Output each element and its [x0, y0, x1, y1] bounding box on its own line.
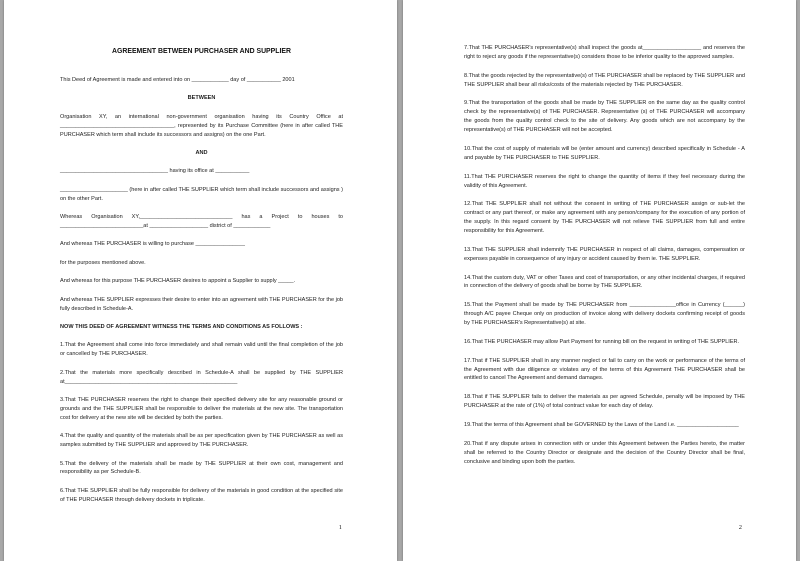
clause-7: 7.That THE PURCHASER's representative(s) shall inspect the goods at___________________ and reserves the right to reject any goods if the representative(s) considers those to be inferior quality to the approved samples. [464, 45, 745, 60]
clause-15: 15.That the Payment shall be made by THE PURCHASER from _______________office in Currency (______) through A/C payee Cheque only on production of invoice along with delivery dockets confirming receipt of goods by THE PURCHASER's Representative(s) at site. [464, 302, 745, 327]
clause-2: 2.That the materials more specifically described in Schedule-A shall be supplied by THE SUPPLIER at________________________________________________________ [60, 369, 343, 385]
clause-19: 19.That the terms of this Agreement shall be GOVERNED by the Laws of the Land i.e. ____________________ [464, 421, 739, 428]
page-2-content [464, 44, 745, 476]
clause-9: 9.That the transportation of the goods shall be made by THE SUPPLIER on the same day as the quality control check by the representative(s) of THE PURCHASER. Representative (s) of THE PURCHASER will accompany the goods from the quality control check to the site of delivery. Any goods which are not accompany by the representative(s) of THE PURCHASER will not be accepted. [464, 100, 745, 134]
page-number-1: 1 [338, 524, 342, 531]
clause-17: 17.That if THE SUPPLIER shall in any manner neglect or fail to carry on the work or performance of the terms of the Agreement with due diligence or violates any of the terms of this Agreement THE PURCHASER shall be entitled to cancel The Agreement and demand damages. [464, 357, 745, 382]
and-heading: AND [195, 150, 208, 157]
purchaser-party-paragraph: Organisation XY, an international non-government organisation having its Country Office at _____________________________________, represented by its Purchase Committee (here in after called THE PURCHASER which term shall include its successors and assigns) on the one Part. [60, 113, 343, 138]
supplier-party-paragraph: ______________________ (here in after called THE SUPPLIER which term shall include successors and assigns ) on the other Part. [60, 186, 343, 202]
clause-13: 13.That THE SUPPLIER shall indemnify THE PURCHASER in respect of all claims, damages, compensation or expenses payable in consequence of any injury or accident caused by them ie. THE SUPPLIER. [464, 246, 745, 262]
clause-11: 11.That THE PURCHASER reserves the right to change the quantity of items if they feel necessary during the validity of this Agreement. [464, 173, 745, 189]
clause-12: 12.That THE SUPPLIER shall not without the consent in writing of THE PURCHASER assign or sub-let the contract or any part thereof, or make any agreement with any person/company for the execution of any portion of the supply. In this regard consent by THE PURCHASER will not relieve THE SUPPLIER from full and entire responsibility for this Agreement. [464, 201, 745, 235]
document-page-1 [4, 0, 397, 561]
clause-8: 8.That the goods rejected by the representative(s) of THE PURCHASER shall be replaced by THE SUPPLIER and THE SUPPLIER shall bear all risks/costs of the materials rejected by THE PURCHASER. [464, 72, 745, 88]
supplier-desire-paragraph: And whereas THE SUPPLIER expresses their desire to enter into an agreement with THE PURCHASER for the job fully described in Schedule-A. [60, 296, 343, 312]
clause-3: 3.That THE PURCHASER reserves the right to change their specified delivery site for any reasonable ground or grounds and the THE SUPPLIER shall be responsible to deliver the materials at the new site. The transportation cost for delivery at the new site will be decided by both the parties. [60, 397, 343, 421]
clause-6: 6.That THE SUPPLIER shall be fully responsible for delivery of the materials in good condition at the specified site of THE PURCHASER through delivery dockets in triplicate. [60, 487, 343, 503]
document-page-2 [403, 0, 796, 561]
clause-14: 14.That the custom duty, VAT or other Taxes and cost of transportation, or any other incidental charges, if required in connection of the delivery of goods shall be borne by THE SUPPLIER. [464, 274, 745, 290]
clause-4: 4.That the quality and quantity of the materials shall be as per specification given by THE PURCHASER as well as samples submitted by THE SUPPLIER and approved by THE PURCHASER. [60, 433, 343, 449]
agreement-title: AGREEMENT BETWEEN PURCHASER AND SUPPLIER [112, 48, 291, 55]
agreement-date-line: This Deed of Agreement is made and entered into on ____________ day of ___________ 2001 [60, 77, 295, 83]
purposes-line: for the purposes mentioned above. [60, 259, 146, 266]
clause-18: 18.That if THE SUPPLIER fails to deliver the materials as per agreed Schedule, penalty will be imposed by THE PURCHASER at the rate of (1%) of total contract value for each day of delay. [464, 394, 745, 410]
between-heading: BETWEEN [187, 95, 216, 102]
supplier-office-line: ___________________________________ having its office at ___________ [60, 168, 250, 175]
purchase-whereas-line: And whereas THE PURCHASER is willing to purchase ________________ [60, 241, 245, 248]
page-number-2: 2 [738, 524, 742, 531]
clause-10: 10.That the cost of supply of materials will be (enter amount and currency) described specifically in Schedule - A and payable by THE PURCHASER to THE SUPPLIER. [464, 145, 745, 161]
clause-1: 1.That the Agreement shall come into force immediately and shall remain valid until the final completion of the job or cancelled by THE PURCHASER. [60, 342, 343, 358]
project-whereas-paragraph: Whereas Organisation XY,______________________________ has a Project to houses to ___________________________at ___________________ district of ____________ [60, 214, 343, 230]
clause-16: 16.That THE PURCHASER may allow Part Payment for running bill on the request in writing of THE SUPPLIER. [464, 338, 740, 345]
terms-heading: NOW THIS DEED OF AGREEMENT WITNESS THE TERMS AND CONDITIONS AS FOLLOWS : [60, 324, 303, 330]
clause-5: 5.That the delivery of the materials shall be made by THE SUPPLIER at their own cost, management and responsibility as per Schedule-B. [60, 460, 343, 476]
clause-20: 20.That if any dispute arises in connection with or under this Agreement between the Parties hereto, the matter shall be referred to the Country Director or designate and the decision of the Country Director shall be final, conclusive and binding upon both the parties. [464, 440, 745, 465]
page-1-content [60, 48, 343, 514]
appoint-supplier-line: And whereas for this purpose THE PURCHASER desires to appoint a Supplier to supply _____. [60, 278, 296, 285]
